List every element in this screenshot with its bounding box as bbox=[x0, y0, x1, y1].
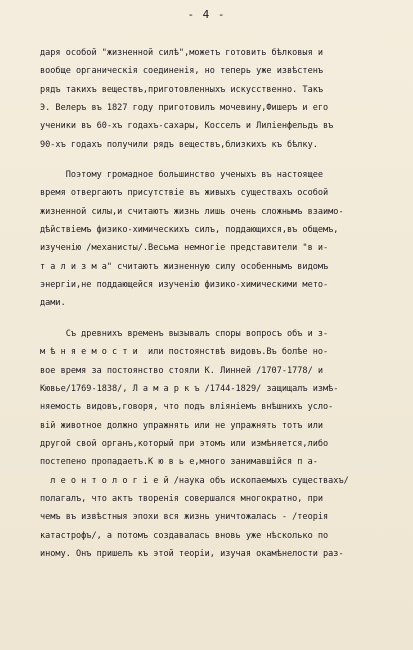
text-line: рядъ такихъ веществъ,приготовленныхъ искусственно. Такъ bbox=[40, 84, 324, 95]
paragraph-gap bbox=[40, 154, 396, 166]
text-line: энергіи,не поддающейся изученію физико-химическими мето- bbox=[40, 280, 329, 291]
text-line: м ѣ н я е м о с т и или постоянствѣ видовъ.Въ болѣе но- bbox=[40, 347, 329, 358]
paragraph-gap bbox=[40, 313, 396, 325]
page-number: - 4 - bbox=[187, 8, 226, 21]
text-line: жизненной силы,и считаютъ жизнь лишь очень сложнымъ взаимо- bbox=[40, 206, 344, 217]
text-line: чемъ въ извѣстныя эпохи вся жизнь уничтожалась - /теорія bbox=[40, 512, 329, 523]
text-line: л е о н т о л о г і е й /наука объ ископаемыхъ существахъ/ bbox=[40, 475, 349, 486]
text-line: катастрофъ/, а потомъ создавалась вновь уже нѣсколько по bbox=[40, 530, 329, 541]
text-line: изученію /механисты/.Весьма немногіе представители "в и- bbox=[40, 243, 329, 254]
text-line: время отвергаютъ присутствіе въ живыхъ существахъ особой bbox=[40, 188, 329, 199]
text-line: дѣйствіемъ физико-химическихъ силъ, поддающихся,въ общемъ, bbox=[40, 225, 339, 236]
body-text bbox=[40, 44, 396, 563]
text-line: вій животное должно упражнять или не упражнять тотъ или bbox=[40, 420, 324, 431]
text-line: полагалъ, что актъ творенія совершался многократно, при bbox=[40, 493, 324, 504]
text-line: даря особой "жизненной силѣ",можетъ готовить бѣлковыя и bbox=[40, 48, 324, 58]
text-line: дами. bbox=[40, 298, 66, 309]
text-line: т а л и з м а" считаютъ жизненную силу особеннымъ видомъ bbox=[40, 261, 329, 272]
text-line: иному. Онъ пришелъ къ этой теоріи, изучая окамѣнелости раз- bbox=[40, 548, 344, 559]
text-line: вое время за постоянство стояли К. Линней /1707-1778/ и bbox=[40, 365, 324, 376]
paragraph bbox=[40, 325, 396, 563]
text-line: 90-хъ годахъ получили рядъ веществъ,близкихъ къ бѣлку. bbox=[40, 139, 318, 150]
paragraph bbox=[40, 44, 396, 154]
text-line: Поэтому громадное большинство ученыхъ въ настоящее bbox=[40, 170, 324, 181]
paragraph bbox=[40, 166, 396, 313]
text-line: Съ древнихъ временъ вызывалъ споры вопросъ объ и з- bbox=[40, 328, 329, 339]
text-line: няемость видовъ,говоря, что подъ вліяніемъ внѣшнихъ усло- bbox=[40, 402, 334, 413]
text-line: ученики въ 60-хъ годахъ-сахары, Косселъ и Лилiенфельдъ въ bbox=[40, 121, 334, 132]
text-line: вообще органическія соединенія, но теперь уже извѣстенъ bbox=[40, 66, 324, 77]
text-line: Кювье/1769-1838/, Л а м а р к ъ /1744-1829/ защищалъ измѣ- bbox=[40, 383, 339, 394]
text-line: Э. Велеръ въ 1827 году приготовилъ мочевину,Фишеръ и его bbox=[40, 103, 329, 114]
text-line: другой свой органъ,который при этомъ или измѣняется,либо bbox=[40, 438, 329, 449]
text-line: постепено пропадаетъ.К ю в ь е,много занимавшійся п а- bbox=[40, 457, 318, 468]
